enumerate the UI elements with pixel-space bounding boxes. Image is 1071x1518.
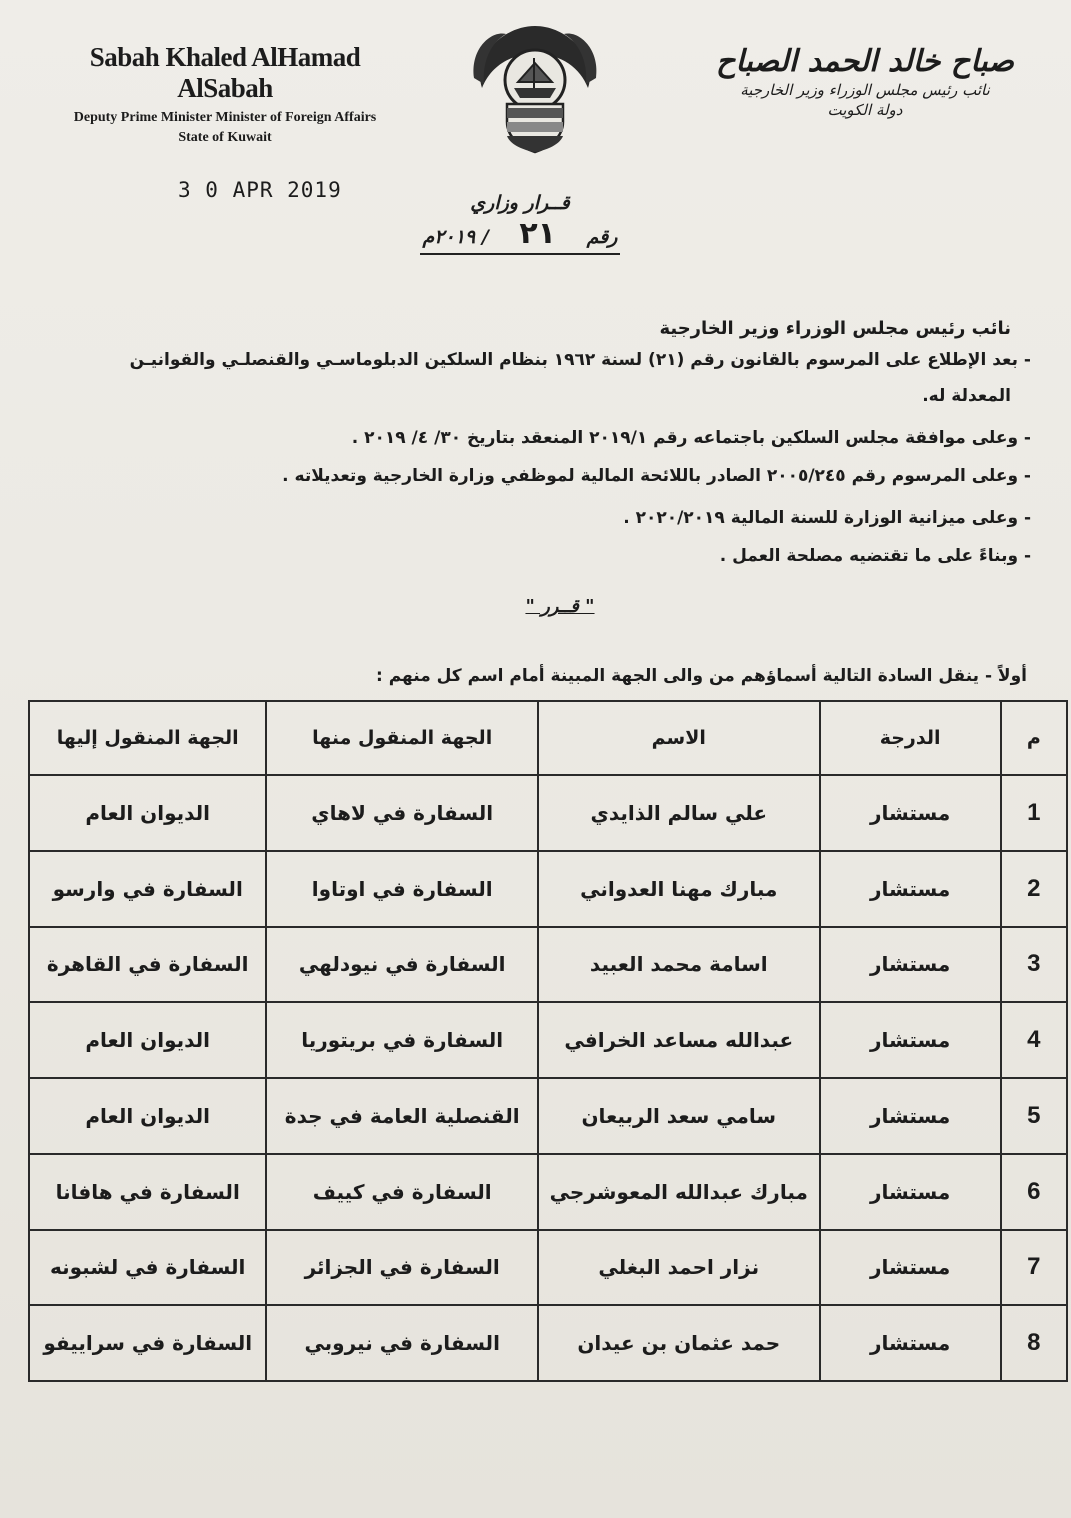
english-letterhead — [60, 42, 390, 146]
decision-number-line — [420, 216, 620, 255]
row-to: السفارة في وارسو — [29, 851, 266, 927]
table-row — [29, 1154, 1067, 1230]
table-row — [29, 927, 1067, 1003]
row-from: السفارة في نيودلهي — [266, 927, 538, 1003]
table-row — [29, 1078, 1067, 1154]
row-grade: مستشار — [820, 1154, 1001, 1230]
row-grade: مستشار — [820, 927, 1001, 1003]
header-from: الجهة المنقول منها — [266, 701, 538, 775]
preamble-decree: - وعلى المرسوم رقم ٢٠٠٥/٢٤٥ الصادر باللائحة المالية لموظفي وزارة الخارجية وتعديلاته . — [282, 466, 1031, 486]
row-to: السفارة في سراييفو — [29, 1305, 266, 1381]
table-row — [29, 1230, 1067, 1306]
row-index: 6 — [1001, 1154, 1067, 1230]
row-to: الديوان العام — [29, 1078, 266, 1154]
addressee: نائب رئيس مجلس الوزراء وزير الخارجية — [659, 318, 1011, 339]
preamble-law: - بعد الإطلاع على المرسوم بالقانون رقم (٢١) لسنة ١٩٦٢ بنظام السلكين الدبلوماسـي والقنصلـي والقوانيـن — [129, 350, 1031, 370]
transfer-table — [28, 700, 1068, 1382]
header-grade: الدرجة — [820, 701, 1001, 775]
row-index: 3 — [1001, 927, 1067, 1003]
row-name: اسامة محمد العبيد — [538, 927, 820, 1003]
row-index: 8 — [1001, 1305, 1067, 1381]
table-row — [29, 1305, 1067, 1381]
preamble-council: - وعلى موافقة مجلس السلكين باجتماعه رقم ٢٠١٩/١ المنعقد بتاريخ ٣٠/ ٤/ ٢٠١٩ . — [351, 428, 1031, 448]
row-from: السفارة في لاهاي — [266, 775, 538, 851]
row-name: سامي سعد الربيعان — [538, 1078, 820, 1154]
decision-number: ٢١ — [519, 216, 556, 251]
row-name: مبارك مهنا العدواني — [538, 851, 820, 927]
english-title: Deputy Prime Minister Minister of Foreign Affairs — [73, 110, 377, 125]
preamble-law-continued: المعدلة له. — [922, 386, 1011, 406]
english-name: Sabah Khaled AlHamad AlSabah — [89, 42, 361, 103]
row-from: السفارة في نيروبي — [266, 1305, 538, 1381]
row-grade: مستشار — [820, 1230, 1001, 1306]
decision-year: / ٢٠١٩م — [422, 226, 489, 248]
row-index: 2 — [1001, 851, 1067, 927]
row-from: السفارة في الجزائر — [266, 1230, 538, 1306]
arabic-letterhead — [685, 44, 1045, 119]
row-name: نزار احمد البغلي — [538, 1230, 820, 1306]
header-index: م — [1001, 701, 1067, 775]
arabic-state: دولة الكويت — [827, 101, 903, 119]
header-name: الاسم — [538, 701, 820, 775]
row-to: السفارة في هافانا — [29, 1154, 266, 1230]
preamble-budget: - وعلى ميزانية الوزارة للسنة المالية ٢٠٢٠/٢٠١٩ . — [623, 508, 1031, 528]
row-name: علي سالم الذايدي — [538, 775, 820, 851]
row-index: 7 — [1001, 1230, 1067, 1306]
row-from: السفارة في اوتاوا — [266, 851, 538, 927]
row-from: القنصلية العامة في جدة — [266, 1078, 538, 1154]
table-header-row — [29, 701, 1067, 775]
decision-number-label: رقم — [586, 226, 618, 248]
decision-heading — [420, 192, 620, 255]
row-index: 1 — [1001, 775, 1067, 851]
header-to: الجهة المنقول إليها — [29, 701, 266, 775]
arabic-title: نائب رئيس مجلس الوزراء وزير الخارجية — [740, 81, 990, 99]
table-row — [29, 851, 1067, 927]
row-grade: مستشار — [820, 775, 1001, 851]
row-to: السفارة في لشبونه — [29, 1230, 266, 1306]
row-grade: مستشار — [820, 1305, 1001, 1381]
decision-title: قــرار وزاري — [470, 192, 570, 214]
row-to: الديوان العام — [29, 775, 266, 851]
resolve-heading: " قــرر " — [525, 596, 595, 617]
kuwait-emblem-icon — [462, 18, 608, 158]
article-first: أولاً - ينقل السادة التالية أسماؤهم من والى الجهة المبينة أمام اسم كل منهم : — [375, 666, 1027, 686]
row-grade: مستشار — [820, 851, 1001, 927]
english-state: State of Kuwait — [178, 130, 272, 145]
date-stamp: 3 0 APR 2019 — [178, 178, 342, 202]
row-name: مبارك عبدالله المعوشرجي — [538, 1154, 820, 1230]
row-name: حمد عثمان بن عيدان — [538, 1305, 820, 1381]
row-from: السفارة في كييف — [266, 1154, 538, 1230]
row-name: عبدالله مساعد الخرافي — [538, 1002, 820, 1078]
preamble-interest: - وبناءً على ما تقتضيه مصلحة العمل . — [719, 546, 1031, 566]
arabic-name: صباح خالد الحمد الصباح — [716, 44, 1014, 79]
row-to: السفارة في القاهرة — [29, 927, 266, 1003]
row-grade: مستشار — [820, 1078, 1001, 1154]
row-index: 5 — [1001, 1078, 1067, 1154]
row-index: 4 — [1001, 1002, 1067, 1078]
row-to: الديوان العام — [29, 1002, 266, 1078]
table-row — [29, 775, 1067, 851]
row-from: السفارة في بريتوريا — [266, 1002, 538, 1078]
row-grade: مستشار — [820, 1002, 1001, 1078]
table-row — [29, 1002, 1067, 1078]
